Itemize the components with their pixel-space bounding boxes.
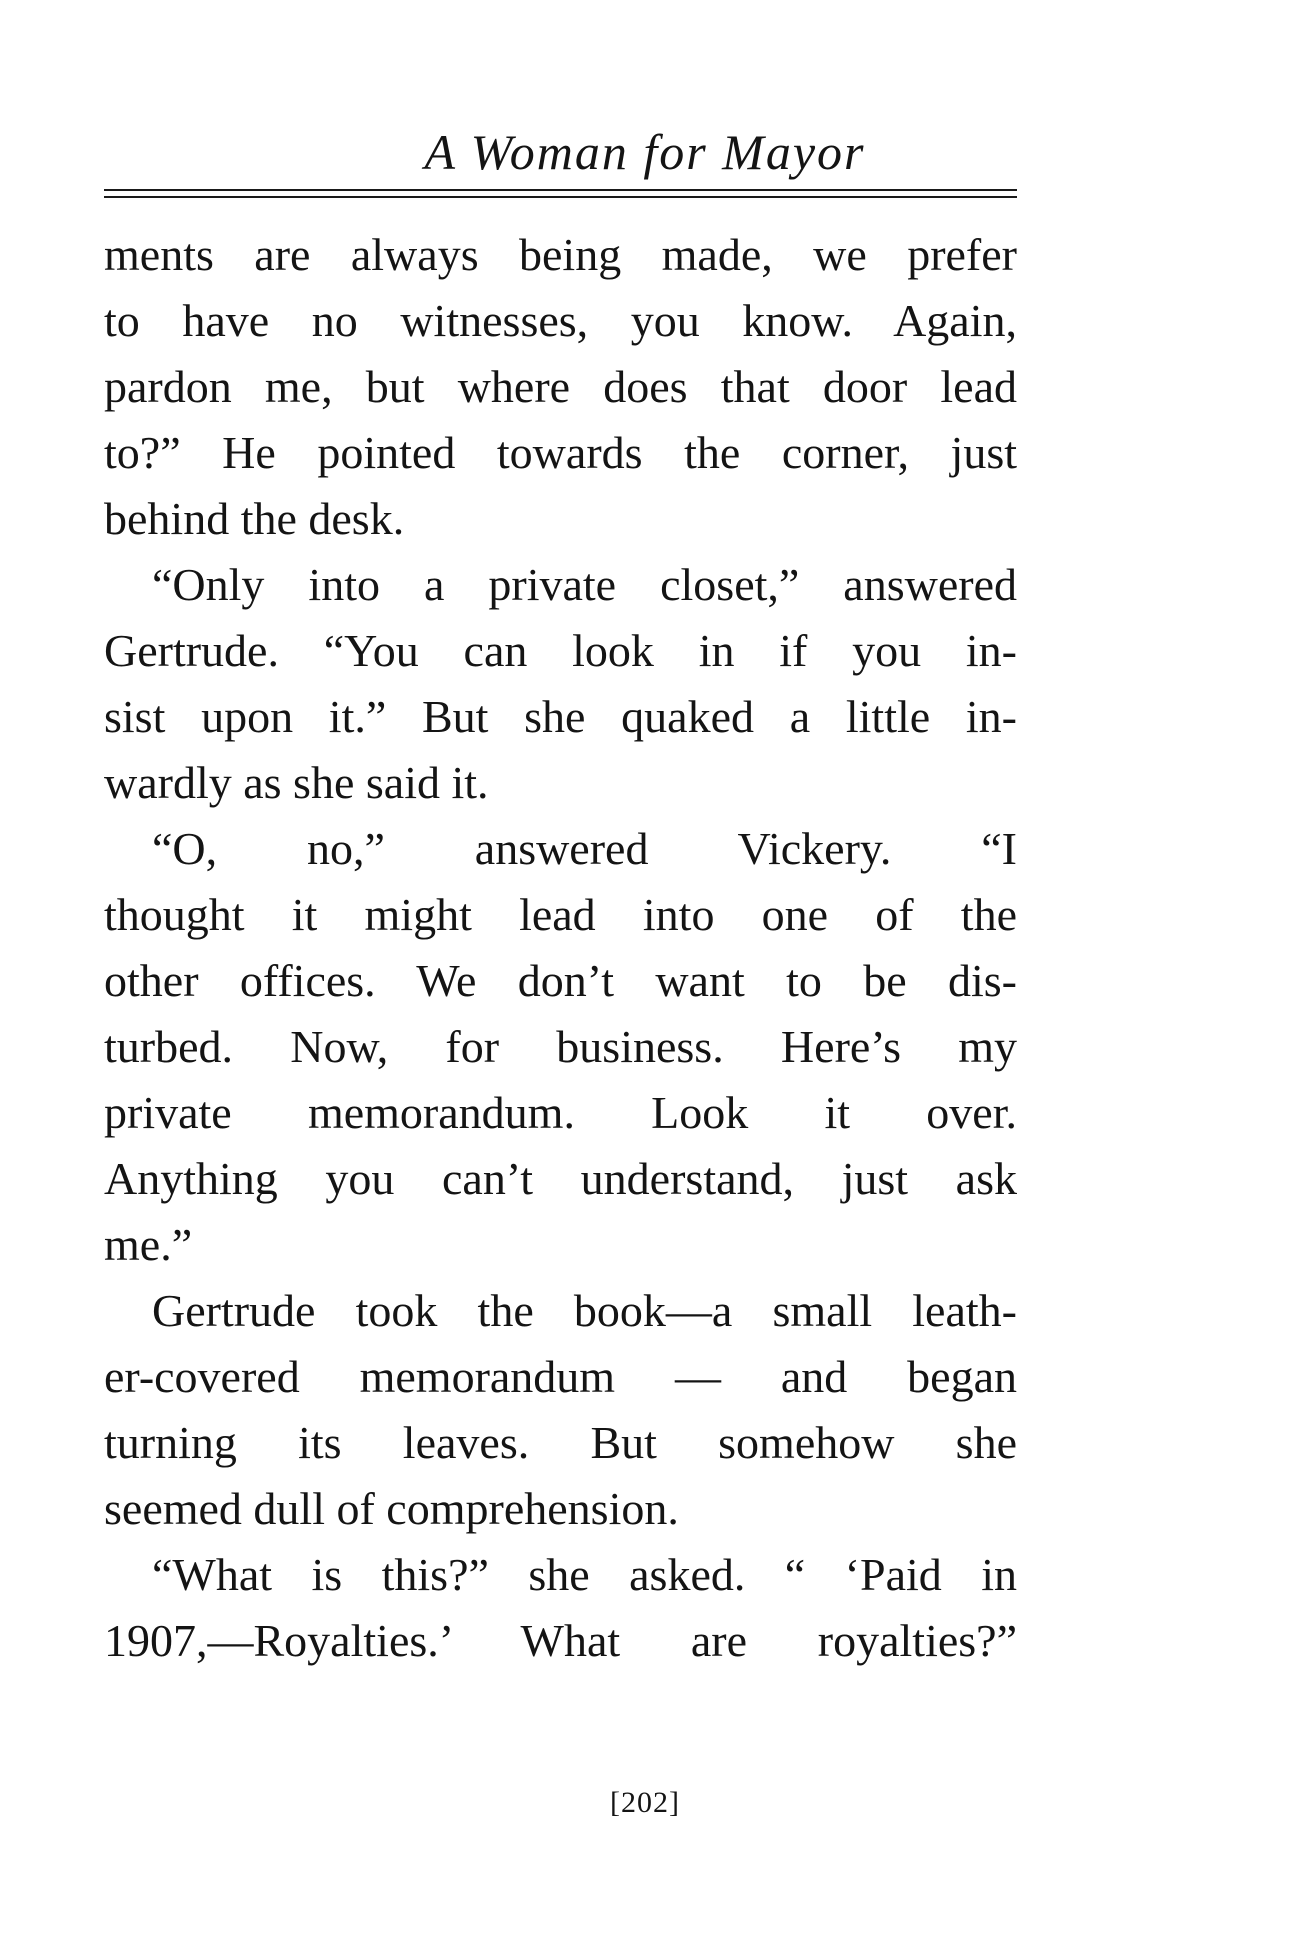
text-line: seemed dull of comprehension. — [104, 1483, 679, 1534]
text-line: behind the desk. — [104, 493, 405, 544]
text-line: “O, no,” answered Vickery. “I — [152, 823, 1017, 874]
text-line: “Only into a private closet,” answered — [152, 559, 1017, 610]
header-rule-bottom — [104, 196, 1017, 198]
text-line: private memorandum. Look it over. — [104, 1087, 1017, 1138]
text-line: turbed. Now, for business. Here’s my — [104, 1021, 1017, 1072]
text-line: Gertrude took the book—a small leath- — [152, 1285, 1017, 1336]
body-text — [104, 222, 1017, 1674]
header-rule-top — [104, 189, 1017, 191]
text-line: Anything you can’t understand, just ask — [104, 1153, 1017, 1204]
text-line: er-covered memorandum — and began — [104, 1351, 1017, 1402]
text-line: “What is this?” she asked. “ ‘Paid in — [152, 1549, 1017, 1600]
text-line: pardon me, but where does that door lead — [104, 361, 1017, 412]
text-line: turning its leaves. But somehow she — [104, 1417, 1017, 1468]
running-head: A Woman for Mayor — [424, 124, 866, 180]
text-line: me.” — [104, 1219, 193, 1270]
text-line: other offices. We don’t want to be dis- — [104, 955, 1017, 1006]
text-line: to?” He pointed towards the corner, just — [104, 427, 1017, 478]
text-line: wardly as she said it. — [104, 757, 489, 808]
text-line: to have no witnesses, you know. Again, — [104, 295, 1017, 346]
page-number: [202] — [610, 1786, 680, 1819]
text-line: thought it might lead into one of the — [104, 889, 1017, 940]
text-line: sist upon it.” But she quaked a little in- — [104, 691, 1017, 742]
text-line: Gertrude. “You can look in if you in- — [104, 625, 1017, 676]
text-line: ments are always being made, we prefer — [104, 229, 1017, 280]
text-line: 1907,—Royalties.’ What are royalties?” — [104, 1615, 1017, 1666]
